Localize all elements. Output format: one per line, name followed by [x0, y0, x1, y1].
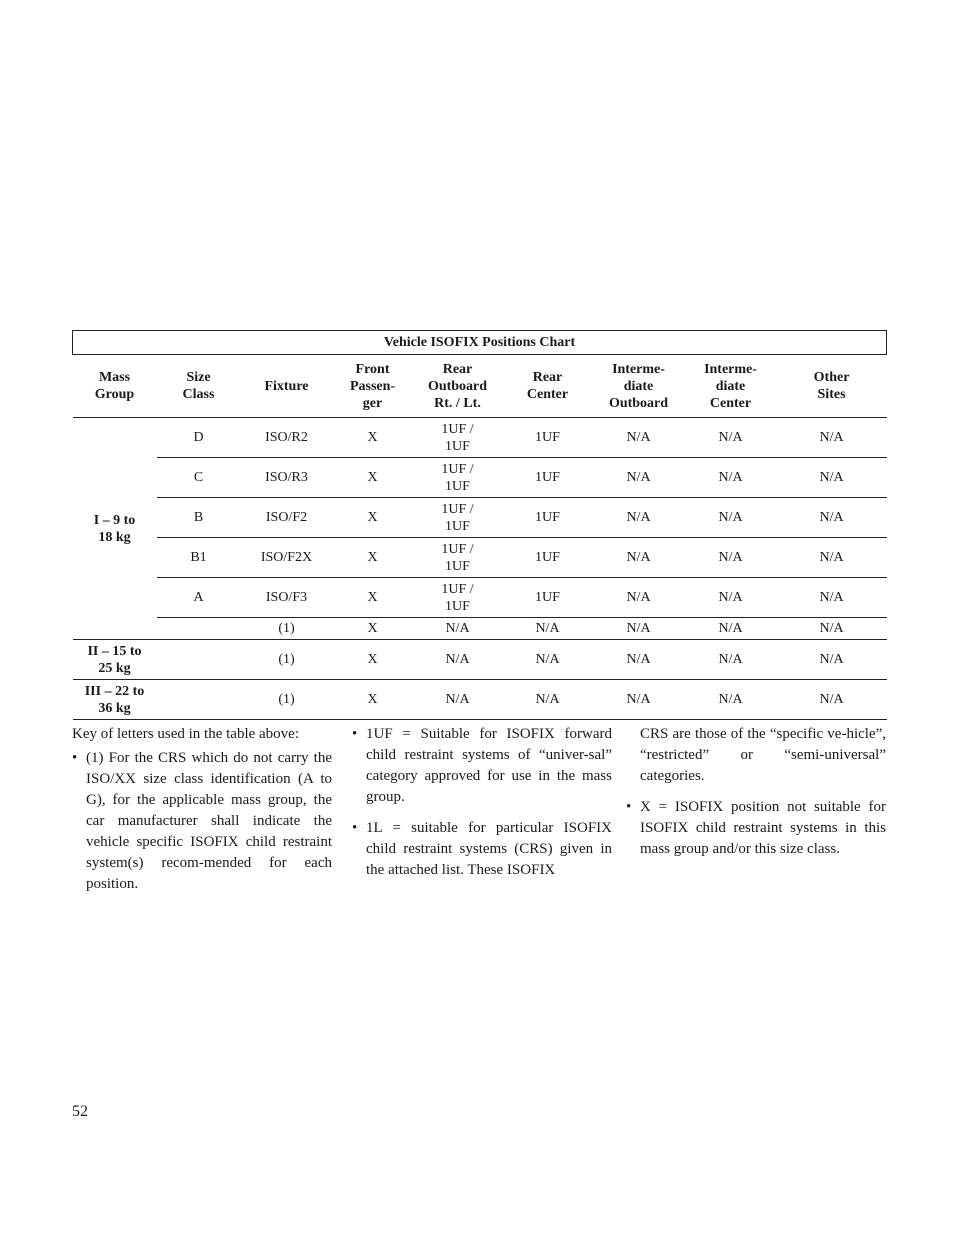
table-cell: 1UF / 1UF	[413, 538, 503, 578]
header-mass-group: Mass Group	[73, 355, 157, 418]
table-cell: N/A	[593, 640, 685, 680]
table-cell: (1)	[241, 640, 333, 680]
table-row	[73, 538, 887, 578]
key-bullet-text: X = ISOFIX position not suitable for ISOFIX child restraint systems in this mass group and/or this size class.	[640, 799, 886, 857]
table-title: Vehicle ISOFIX Positions Chart	[73, 331, 887, 355]
table-cell: N/A	[413, 640, 503, 680]
table-cell: N/A	[777, 418, 887, 458]
table-cell: N/A	[593, 538, 685, 578]
table-cell: N/A	[413, 680, 503, 720]
table-cell: ISO/R3	[241, 458, 333, 498]
table-row	[73, 418, 887, 458]
table-cell: 1UF	[503, 458, 593, 498]
table-cell: N/A	[777, 578, 887, 618]
table-cell: N/A	[777, 458, 887, 498]
table-cell: N/A	[685, 578, 777, 618]
table-cell: N/A	[685, 458, 777, 498]
bullet-icon: •	[352, 726, 358, 742]
table-cell: 1UF / 1UF	[413, 418, 503, 458]
table-cell: N/A	[685, 680, 777, 720]
table-header-row	[73, 355, 887, 418]
key-bullet-text: 1UF = Suitable for ISOFIX forward child restraint systems of “univer-sal” category approved for use in the mass group.	[366, 726, 612, 805]
table-cell: 1UF	[503, 498, 593, 538]
table-cell: 1UF	[503, 538, 593, 578]
table-cell: N/A	[685, 640, 777, 680]
bullet-icon: •	[352, 820, 358, 836]
key-column-3	[626, 724, 886, 870]
table-cell: N/A	[503, 618, 593, 640]
table-cell: ISO/R2	[241, 418, 333, 458]
table-row	[73, 640, 887, 680]
table-cell: X	[333, 640, 413, 680]
table-row	[73, 680, 887, 720]
table-cell: N/A	[593, 458, 685, 498]
key-continuation-text: CRS are those of the “specific ve-hicle”, “restricted” or “semi-universal” categories.	[640, 726, 886, 784]
key-bullet	[352, 818, 612, 881]
table-cell: N/A	[777, 618, 887, 640]
table-cell: X	[333, 458, 413, 498]
table-cell: D	[157, 418, 241, 458]
table-cell: N/A	[777, 538, 887, 578]
table-cell: N/A	[685, 418, 777, 458]
key-bullet-text: 1L = suitable for particular ISOFIX child restraint systems (CRS) given in the attached list. These ISOFIX	[366, 820, 612, 878]
table-cell: 1UF / 1UF	[413, 498, 503, 538]
table-cell: X	[333, 578, 413, 618]
key-intro: Key of letters used in the table above:	[72, 726, 300, 742]
table-cell: N/A	[593, 578, 685, 618]
key-bullet	[72, 748, 332, 895]
header-fixture: Fixture	[241, 355, 333, 418]
table-cell: (1)	[241, 680, 333, 720]
table-cell: N/A	[777, 498, 887, 538]
table-cell: X	[333, 618, 413, 640]
bullet-icon: •	[72, 750, 78, 766]
table-cell: N/A	[503, 640, 593, 680]
table-cell: A	[157, 578, 241, 618]
table-cell: (1)	[241, 618, 333, 640]
table-cell: N/A	[503, 680, 593, 720]
table-cell: X	[333, 498, 413, 538]
header-intermediate-outboard: Interme- diate Outboard	[593, 355, 685, 418]
page-number: 52	[72, 1103, 88, 1120]
table-cell: X	[333, 418, 413, 458]
table-row	[73, 578, 887, 618]
table-cell: ISO/F2	[241, 498, 333, 538]
key-bullet	[626, 797, 886, 860]
header-other-sites: Other Sites	[777, 355, 887, 418]
table-row	[73, 498, 887, 538]
table-cell	[157, 618, 241, 640]
table-cell: N/A	[593, 418, 685, 458]
table-cell: X	[333, 538, 413, 578]
mass-group-label: III – 22 to 36 kg	[73, 680, 157, 720]
header-front-passenger: Front Passen- ger	[333, 355, 413, 418]
table-cell: B	[157, 498, 241, 538]
mass-group-label: I – 9 to 18 kg	[73, 418, 157, 640]
key-bullet-text: (1) For the CRS which do not carry the ISO/XX size class identification (A to G), for the applicable mass group, the car manufacturer shall indicate the vehicle specific ISOFIX child restraint system(s) recom-mended for each position.	[86, 750, 332, 892]
table-cell: N/A	[777, 680, 887, 720]
key-column-1	[72, 748, 332, 905]
table-cell: X	[333, 680, 413, 720]
table-cell: ISO/F2X	[241, 538, 333, 578]
table-cell: N/A	[593, 680, 685, 720]
table-cell: ISO/F3	[241, 578, 333, 618]
bullet-icon: •	[626, 799, 632, 815]
header-rear-center: Rear Center	[503, 355, 593, 418]
table-cell: 1UF / 1UF	[413, 458, 503, 498]
table-cell: N/A	[593, 498, 685, 538]
key-column-2	[352, 724, 612, 891]
mass-group-label: II – 15 to 25 kg	[73, 640, 157, 680]
isofix-positions-table	[72, 330, 887, 720]
table-cell	[157, 680, 241, 720]
table-cell: N/A	[685, 538, 777, 578]
table-cell: N/A	[777, 640, 887, 680]
table-row	[73, 618, 887, 640]
table-cell: N/A	[413, 618, 503, 640]
table-cell: N/A	[593, 618, 685, 640]
table-cell: N/A	[685, 618, 777, 640]
table-cell	[157, 640, 241, 680]
table-cell: 1UF	[503, 418, 593, 458]
key-bullet	[352, 724, 612, 808]
table-cell: 1UF / 1UF	[413, 578, 503, 618]
table-row	[73, 458, 887, 498]
table-cell: B1	[157, 538, 241, 578]
header-intermediate-center: Interme- diate Center	[685, 355, 777, 418]
table-cell: C	[157, 458, 241, 498]
header-size-class: Size Class	[157, 355, 241, 418]
table-cell: N/A	[685, 498, 777, 538]
header-rear-outboard: Rear Outboard Rt. / Lt.	[413, 355, 503, 418]
table-cell: 1UF	[503, 578, 593, 618]
